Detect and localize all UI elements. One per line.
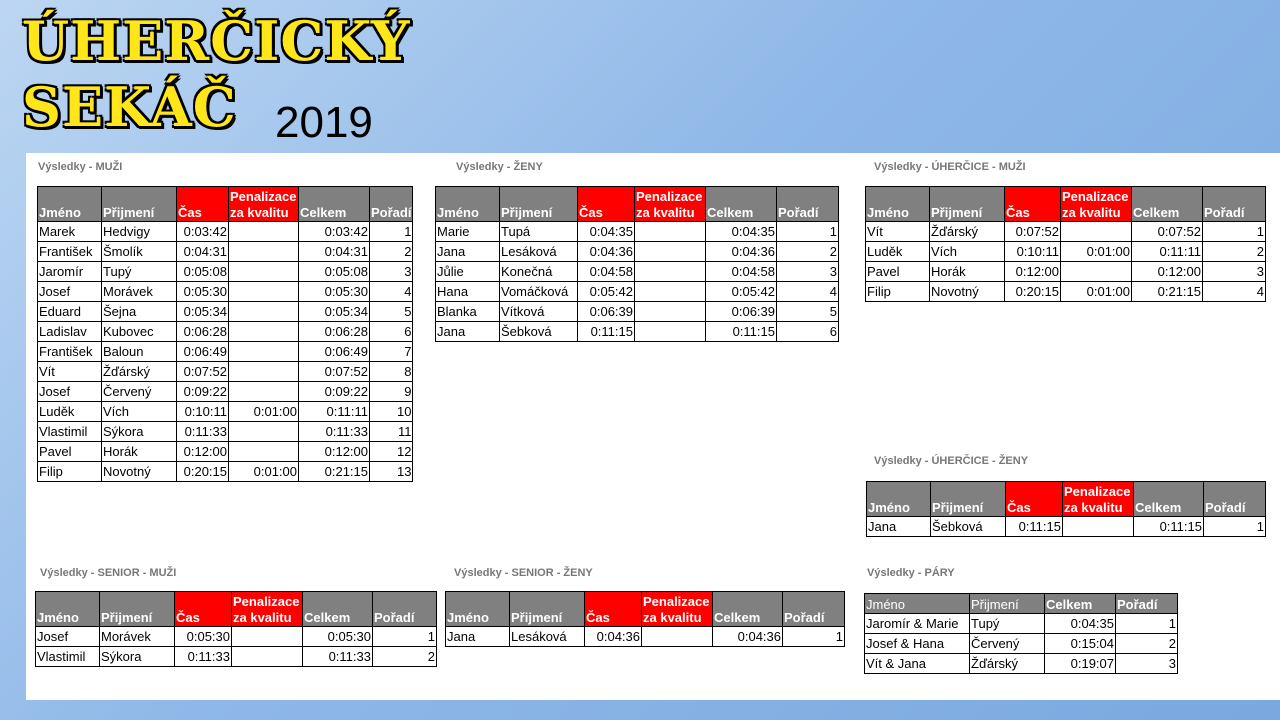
table-cell: 13 (370, 462, 413, 482)
table-cell: 0:04:35 (706, 222, 777, 242)
table-cell: Vích (102, 402, 177, 422)
table-cell: 0:11:11 (1132, 242, 1203, 262)
column-header-jmeno: Jméno (865, 594, 970, 614)
table-row (38, 402, 413, 422)
table-cell: Marie (436, 222, 500, 242)
column-header-poradi: Pořadí (373, 592, 437, 627)
table-cell (635, 222, 706, 242)
table-cell: Tupý (970, 614, 1045, 634)
table-row (38, 322, 413, 342)
column-header-prijmeni: Přijmení (100, 592, 175, 627)
table-cell: 0:21:15 (299, 462, 370, 482)
table-cell: 0:11:15 (706, 322, 777, 342)
table-cell: 0:01:00 (1061, 242, 1132, 262)
table-uhercice-muzi (865, 186, 1266, 302)
table-row (38, 462, 413, 482)
table-cell (229, 362, 299, 382)
table-cell: 2 (373, 647, 437, 667)
table-cell: 1 (373, 627, 437, 647)
header-row (866, 187, 1266, 222)
table-cell: 0:05:08 (177, 262, 229, 282)
table-cell: 0:10:11 (1005, 242, 1061, 262)
table-cell: 12 (370, 442, 413, 462)
table-cell: 0:06:28 (299, 322, 370, 342)
table-row (866, 262, 1266, 282)
table-cell: Jana (436, 322, 500, 342)
section-title-uhercice-muzi: Výsledky - ÚHERČICE - MUŽI (874, 161, 1026, 173)
table-cell: 0:20:15 (177, 462, 229, 482)
table-cell: 0:04:36 (578, 242, 635, 262)
table-cell: 1 (777, 222, 839, 242)
table-cell: 1 (783, 627, 845, 647)
table-cell: Horák (930, 262, 1005, 282)
table-row (38, 422, 413, 442)
column-header-jmeno: Jméno (38, 187, 102, 222)
table-cell: 0:12:00 (1132, 262, 1203, 282)
table-cell: 8 (370, 362, 413, 382)
table-row (866, 242, 1266, 262)
column-header-jmeno: Jméno (446, 592, 510, 627)
table-cell: Vlastimil (36, 647, 100, 667)
table-cell: 2 (1116, 634, 1178, 654)
header-row (436, 187, 839, 222)
table-cell: 0:03:42 (299, 222, 370, 242)
table-cell: Žďárský (930, 222, 1005, 242)
table-cell: 4 (370, 282, 413, 302)
table-cell (232, 647, 303, 667)
table-cell: 0:11:33 (299, 422, 370, 442)
table-cell: 0:11:33 (177, 422, 229, 442)
column-header-cas: Čas (585, 592, 642, 627)
table-cell: 0:05:42 (706, 282, 777, 302)
table-row (36, 647, 437, 667)
table-cell: Tupá (500, 222, 578, 242)
table-cell (1063, 517, 1134, 537)
table-cell: 0:05:42 (578, 282, 635, 302)
column-header-cas: Čas (1006, 482, 1063, 517)
table-cell: Tupý (102, 262, 177, 282)
table-cell: 0:11:15 (1006, 517, 1063, 537)
column-header-celkem: Celkem (706, 187, 777, 222)
table-cell: Ladislav (38, 322, 102, 342)
table-cell: Žďárský (102, 362, 177, 382)
column-header-penalizace: Penalizace za kvalitu (635, 187, 706, 222)
table-cell (229, 422, 299, 442)
table-cell: Šmolík (102, 242, 177, 262)
table-cell: 1 (1116, 614, 1178, 634)
table-cell: Pavel (866, 262, 930, 282)
table-cell: 0:04:36 (585, 627, 642, 647)
table-cell (229, 442, 299, 462)
table-row (38, 442, 413, 462)
column-header-cas: Čas (177, 187, 229, 222)
table-cell: Sýkora (102, 422, 177, 442)
table-row (38, 362, 413, 382)
table-row (865, 614, 1178, 634)
table-cell: Žďárský (970, 654, 1045, 674)
table-cell (635, 282, 706, 302)
column-header-penalizace: Penalizace za kvalitu (229, 187, 299, 222)
table-cell: 3 (1116, 654, 1178, 674)
table-cell: Marek (38, 222, 102, 242)
column-header-celkem: Celkem (713, 592, 783, 627)
table-cell: 0:06:39 (706, 302, 777, 322)
table-row (436, 302, 839, 322)
column-header-jmeno: Jméno (36, 592, 100, 627)
table-cell: Vít & Jana (865, 654, 970, 674)
table-cell: 0:06:28 (177, 322, 229, 342)
column-header-penalizace: Penalizace za kvalitu (1061, 187, 1132, 222)
table-cell: 0:12:00 (299, 442, 370, 462)
table-cell (229, 222, 299, 242)
table-row (436, 242, 839, 262)
table-cell: 4 (777, 282, 839, 302)
table-cell: 0:11:33 (303, 647, 373, 667)
column-header-cas: Čas (578, 187, 635, 222)
table-cell: 1 (1204, 517, 1266, 537)
table-cell: 0:04:36 (713, 627, 783, 647)
table-row (436, 222, 839, 242)
table-cell: 0:05:30 (175, 627, 232, 647)
table-cell: 1 (370, 222, 413, 242)
table-cell: 2 (370, 242, 413, 262)
title-line-2: SEKÁČ (22, 75, 237, 139)
table-cell: František (38, 242, 102, 262)
table-cell: 2 (1203, 242, 1266, 262)
header-row (867, 482, 1266, 517)
table-cell: 0:21:15 (1132, 282, 1203, 302)
table-cell (1061, 262, 1132, 282)
table-muzi (37, 186, 413, 482)
table-cell: Kubovec (102, 322, 177, 342)
table-cell: Šejna (102, 302, 177, 322)
table-cell: Josef (38, 382, 102, 402)
table-zeny (435, 186, 839, 342)
column-header-celkem: Celkem (299, 187, 370, 222)
table-cell: 0:11:15 (1134, 517, 1204, 537)
table-cell: 0:04:31 (177, 242, 229, 262)
header-row (865, 594, 1178, 614)
table-cell: 0:09:22 (177, 382, 229, 402)
table-cell: 5 (777, 302, 839, 322)
table-cell: 6 (370, 322, 413, 342)
table-cell: Pavel (38, 442, 102, 462)
table-row (867, 517, 1266, 537)
table-cell: Josef (36, 627, 100, 647)
column-header-penalizace: Penalizace za kvalitu (1063, 482, 1134, 517)
table-cell: 3 (777, 262, 839, 282)
table-cell: 0:19:07 (1045, 654, 1116, 674)
table-cell: 0:01:00 (229, 402, 299, 422)
table-cell: Luděk (38, 402, 102, 422)
table-cell: Vítková (500, 302, 578, 322)
table-cell: 3 (370, 262, 413, 282)
table-cell: Jůlie (436, 262, 500, 282)
column-header-celkem: Celkem (1045, 594, 1116, 614)
table-pary (864, 593, 1178, 674)
table-row (436, 262, 839, 282)
column-header-prijmeni: Přijmení (500, 187, 578, 222)
header-row (38, 187, 413, 222)
section-title-senior-muzi: Výsledky - SENIOR - MUŽI (40, 567, 177, 579)
column-header-jmeno: Jméno (866, 187, 930, 222)
table-cell: Josef & Hana (865, 634, 970, 654)
table-cell (229, 382, 299, 402)
table-cell: Vít (38, 362, 102, 382)
column-header-prijmeni: Přijmení (930, 187, 1005, 222)
column-header-poradi: Pořadí (1203, 187, 1266, 222)
table-uhercice-zeny (866, 481, 1266, 537)
column-header-celkem: Celkem (303, 592, 373, 627)
table-cell: 0:10:11 (177, 402, 229, 422)
table-cell (635, 262, 706, 282)
column-header-penalizace: Penalizace za kvalitu (642, 592, 713, 627)
column-header-poradi: Pořadí (1116, 594, 1178, 614)
table-cell: 3 (1203, 262, 1266, 282)
table-cell: 0:07:52 (1005, 222, 1061, 242)
table-cell: Sýkora (100, 647, 175, 667)
results-sheet (26, 153, 1280, 700)
table-cell: 0:11:33 (175, 647, 232, 667)
table-cell: Hana (436, 282, 500, 302)
table-cell: 0:20:15 (1005, 282, 1061, 302)
column-header-prijmeni: Přijmení (102, 187, 177, 222)
table-cell: 2 (777, 242, 839, 262)
column-header-poradi: Pořadí (1204, 482, 1266, 517)
section-title-muzi: Výsledky - MUŽI (38, 161, 123, 173)
table-cell: Červený (970, 634, 1045, 654)
table-row (38, 262, 413, 282)
table-cell: 7 (370, 342, 413, 362)
table-cell (229, 322, 299, 342)
table-cell (642, 627, 713, 647)
table-row (38, 382, 413, 402)
table-cell: Filip (38, 462, 102, 482)
table-row (446, 627, 845, 647)
table-cell (229, 342, 299, 362)
table-cell: Baloun (102, 342, 177, 362)
table-cell: 0:04:58 (706, 262, 777, 282)
table-cell: Jana (867, 517, 931, 537)
table-cell: Jana (446, 627, 510, 647)
table-senior-muzi (35, 591, 437, 667)
table-cell: 0:05:30 (303, 627, 373, 647)
table-row (865, 634, 1178, 654)
column-header-celkem: Celkem (1134, 482, 1204, 517)
header-row (36, 592, 437, 627)
column-header-jmeno: Jméno (436, 187, 500, 222)
table-cell: 11 (370, 422, 413, 442)
table-cell: Vít (866, 222, 930, 242)
table-row (866, 282, 1266, 302)
table-cell: 4 (1203, 282, 1266, 302)
table-cell: Luděk (866, 242, 930, 262)
table-senior-zeny (445, 591, 845, 647)
table-cell: Šebková (500, 322, 578, 342)
table-cell: Jaromír & Marie (865, 614, 970, 634)
column-header-prijmeni: Přijmení (510, 592, 585, 627)
table-cell: Vomáčková (500, 282, 578, 302)
table-cell: František (38, 342, 102, 362)
table-cell: Josef (38, 282, 102, 302)
column-header-celkem: Celkem (1132, 187, 1203, 222)
table-cell: 5 (370, 302, 413, 322)
table-row (436, 282, 839, 302)
table-row (36, 627, 437, 647)
table-cell: 0:07:52 (299, 362, 370, 382)
table-cell: 1 (1203, 222, 1266, 242)
table-cell: Morávek (100, 627, 175, 647)
table-cell: 0:05:30 (177, 282, 229, 302)
table-cell: 0:11:11 (299, 402, 370, 422)
table-cell: Eduard (38, 302, 102, 322)
table-row (436, 322, 839, 342)
table-cell: 0:09:22 (299, 382, 370, 402)
table-cell: Morávek (102, 282, 177, 302)
header-row (446, 592, 845, 627)
table-cell: Horák (102, 442, 177, 462)
table-row (38, 342, 413, 362)
table-cell: Lesáková (510, 627, 585, 647)
table-cell: 0:05:34 (177, 302, 229, 322)
section-title-uhercice-zeny: Výsledky - ÚHERČICE - ŽENY (874, 455, 1029, 467)
column-header-prijmeni: Přijmení (970, 594, 1045, 614)
column-header-poradi: Pořadí (783, 592, 845, 627)
table-cell: 0:07:52 (1132, 222, 1203, 242)
table-cell: 0:04:31 (299, 242, 370, 262)
table-cell (229, 302, 299, 322)
column-header-prijmeni: Přijmení (931, 482, 1006, 517)
table-cell: Blanka (436, 302, 500, 322)
table-cell: 9 (370, 382, 413, 402)
table-cell: 0:04:35 (578, 222, 635, 242)
table-cell: 0:03:42 (177, 222, 229, 242)
column-header-poradi: Pořadí (370, 187, 413, 222)
table-cell: 0:15:04 (1045, 634, 1116, 654)
table-cell: 0:07:52 (177, 362, 229, 382)
table-cell: 0:01:00 (229, 462, 299, 482)
table-cell: Konečná (500, 262, 578, 282)
table-cell (229, 262, 299, 282)
table-cell: Lesáková (500, 242, 578, 262)
table-cell: 0:04:35 (1045, 614, 1116, 634)
section-title-pary: Výsledky - PÁRY (867, 567, 955, 579)
table-cell: Vích (930, 242, 1005, 262)
column-header-penalizace: Penalizace za kvalitu (232, 592, 303, 627)
table-cell: 0:12:00 (1005, 262, 1061, 282)
table-cell (229, 282, 299, 302)
table-cell (635, 322, 706, 342)
section-title-senior-zeny: Výsledky - SENIOR - ŽENY (454, 567, 593, 579)
table-row (865, 654, 1178, 674)
column-header-poradi: Pořadí (777, 187, 839, 222)
table-cell: 0:12:00 (177, 442, 229, 462)
section-title-zeny: Výsledky - ŽENY (456, 161, 543, 173)
table-cell: 0:11:15 (578, 322, 635, 342)
table-cell: 10 (370, 402, 413, 422)
table-cell (1061, 222, 1132, 242)
table-row (38, 242, 413, 262)
table-cell (232, 627, 303, 647)
table-cell: 0:06:49 (299, 342, 370, 362)
table-cell: Novotný (930, 282, 1005, 302)
table-cell: 6 (777, 322, 839, 342)
table-cell: Filip (866, 282, 930, 302)
table-cell: Červený (102, 382, 177, 402)
table-cell: 0:04:36 (706, 242, 777, 262)
table-cell: 0:04:58 (578, 262, 635, 282)
table-cell: Vlastimil (38, 422, 102, 442)
table-row (38, 222, 413, 242)
event-year: 2019 (275, 98, 373, 147)
table-cell: 0:06:39 (578, 302, 635, 322)
table-cell: Novotný (102, 462, 177, 482)
column-header-jmeno: Jméno (867, 482, 931, 517)
table-cell (635, 242, 706, 262)
table-cell: 0:05:34 (299, 302, 370, 322)
table-row (38, 282, 413, 302)
table-cell (635, 302, 706, 322)
title-line-1: ÚHERČICKÝ (22, 9, 411, 73)
table-row (38, 302, 413, 322)
table-cell: 0:05:08 (299, 262, 370, 282)
table-cell (229, 242, 299, 262)
table-cell: Jana (436, 242, 500, 262)
table-cell: Šebková (931, 517, 1006, 537)
column-header-cas: Čas (175, 592, 232, 627)
table-cell: Jaromír (38, 262, 102, 282)
table-cell: Hedvigy (102, 222, 177, 242)
table-cell: 0:05:30 (299, 282, 370, 302)
table-row (866, 222, 1266, 242)
table-cell: 0:06:49 (177, 342, 229, 362)
table-cell: 0:01:00 (1061, 282, 1132, 302)
column-header-cas: Čas (1005, 187, 1061, 222)
